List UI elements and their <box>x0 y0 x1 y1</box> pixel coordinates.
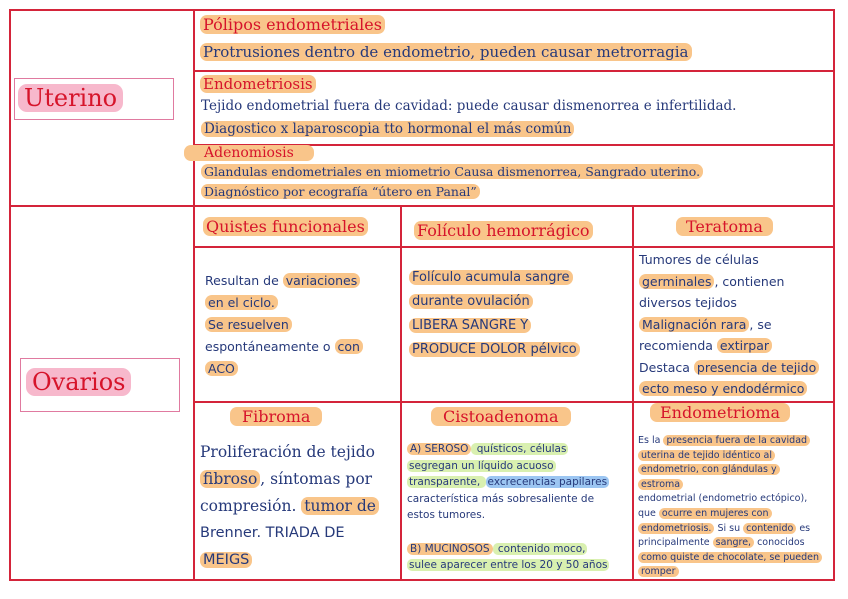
ovarios-label: Ovarios <box>26 370 131 394</box>
quistes-body: Resultan de variaciones en el ciclo. Se resuelven espontáneamente o con ACO <box>205 270 397 380</box>
cistoadenoma-title: Cistoadenoma <box>431 409 571 425</box>
section-divider <box>9 205 835 207</box>
ovarios-col-divider-2 <box>632 205 634 581</box>
ovarios-col-divider-1 <box>400 205 402 581</box>
adenomiosis-title: Adenomiosis <box>184 146 314 160</box>
outer-right-border <box>833 9 835 581</box>
endometriosis-line2: Diagostico x laparoscopia tto hormonal el más común <box>201 123 574 137</box>
ovarios-title-row-divider <box>193 246 835 248</box>
foliculo-title: Folículo hemorrágico <box>414 223 593 239</box>
teratoma-body: Tumores de células germinales , contienen diversos tejidos Malignación rara , se recomienda extirpar Destaca presencia de tejido ecto meso y endodérmico <box>639 249 833 400</box>
uterino-row-divider-1 <box>193 70 835 72</box>
fibroma-title: Fibroma <box>230 409 322 425</box>
fibroma-body: Proliferación de tejido fibroso , síntomas por compresión. tumor de Brenner. TRIADA DE MEIGS <box>200 439 398 574</box>
cistoadenoma-body: A) SEROSO quísticos, células segregan un líquido acuoso transparente, excrecencias papilares característica más sobresaliente de estos tumores. B) MUCINOSOS contenido moco, sulee aparecer entre los 20 y 50 años <box>407 443 608 571</box>
label-column-divider <box>193 9 195 581</box>
adenomiosis-line2: Diagnóstico por ecografía “útero en Panal” <box>201 186 480 199</box>
polipos-desc: Protrusiones dentro de endometrio, pueden causar metrorragia <box>200 45 692 60</box>
polipos-title: Pólipos endometriales <box>200 17 385 33</box>
outer-top-border <box>9 9 835 11</box>
quistes-title: Quistes funcionales <box>203 219 368 235</box>
endometrioma-body: Es la presencia fuera de la cavidad uterina de tejido idéntico al endometrio, con glándulas y estroma endometrial (endometrio ectópico), que ocurre en mujeres con endometriosis. Si su contenido es principalmente sangre, conocidos como quiste de chocolate, se pueden romper <box>638 434 832 580</box>
outer-left-border <box>9 9 11 581</box>
foliculo-body: Folículo acumula sangre durante ovulación LIBERA SANGRE Y PRODUCE DOLOR pélvico <box>409 266 629 362</box>
endometriosis-line1: Tejido endometrial fuera de cavidad: puede causar dismenorrea e infertilidad. <box>201 98 737 114</box>
endometrioma-title: Endometrioma <box>650 405 790 421</box>
endometriosis-title: Endometriosis <box>200 77 316 92</box>
uterino-label: Uterino <box>18 86 123 110</box>
adenomiosis-line1: Glandulas endometriales en miometrio Causa dismenorrea, Sangrado uterino. <box>201 166 703 179</box>
teratoma-title: Teratoma <box>676 219 773 235</box>
